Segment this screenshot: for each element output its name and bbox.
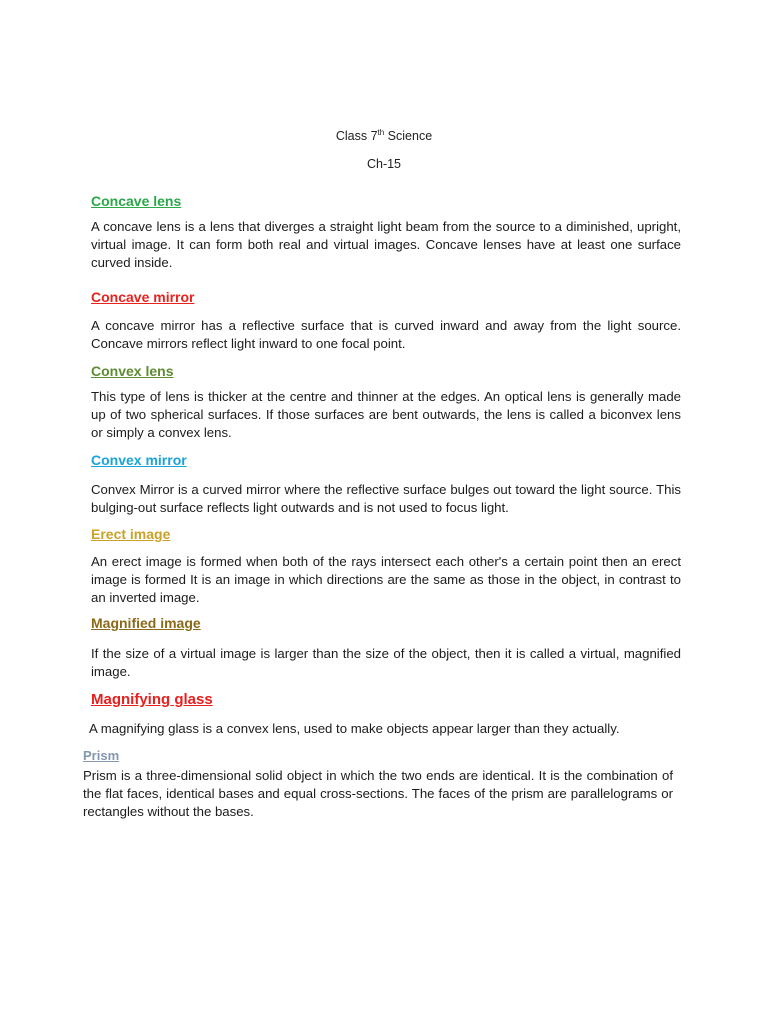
section-heading: Magnifying glass xyxy=(91,691,213,708)
section-body: A concave mirror has a reflective surface that is curved inward and away from the light source. Concave mirrors reflect light inward to one focal point. xyxy=(91,318,681,351)
section-body: A magnifying glass is a convex lens, used to make objects appear larger than they actually. xyxy=(89,721,620,736)
section-heading: Convex lens xyxy=(91,363,174,379)
section-heading: Convex mirror xyxy=(91,452,187,468)
section-body: This type of lens is thicker at the centre and thinner at the edges. An optical lens is generally made up of two spherical surfaces. If those surfaces are bent outwards, the lens is called a biconvex lens or simply a convex lens. xyxy=(91,389,681,440)
document-class-title: Class 7th Science xyxy=(335,127,433,143)
section-heading: Concave lens xyxy=(91,193,182,209)
section-heading: Magnified image xyxy=(91,615,201,631)
document-chapter: Ch-15 xyxy=(366,157,402,171)
section-heading: Erect image xyxy=(91,526,171,542)
superscript: th xyxy=(377,127,385,137)
section-heading: Prism xyxy=(83,748,120,763)
section-heading: Concave mirror xyxy=(91,289,195,305)
section-body: An erect image is formed when both of the rays intersect each other's a certain point then an erect image is formed It is an image in which directions are the same as those in the object, in contrast to an inverted image. xyxy=(91,554,681,605)
section-body: Prism is a three-dimensional solid object in which the two ends are identical. It is the combination of the flat faces, identical bases and equal cross-sections. The faces of the prism are parallelograms or rectangles without the bases. xyxy=(83,768,673,819)
section-body: If the size of a virtual image is larger than the size of the object, then it is called a virtual, magnified image. xyxy=(91,646,681,679)
section-body: A concave lens is a lens that diverges a straight light beam from the source to a diminished, upright, virtual image. It can form both real and virtual images. Concave lenses have at least one surface curved inside. xyxy=(91,219,681,270)
section-body: Convex Mirror is a curved mirror where the reflective surface bulges out toward the light source. This bulging-out surface reflects light outwards and is not used to focus light. xyxy=(91,482,681,515)
